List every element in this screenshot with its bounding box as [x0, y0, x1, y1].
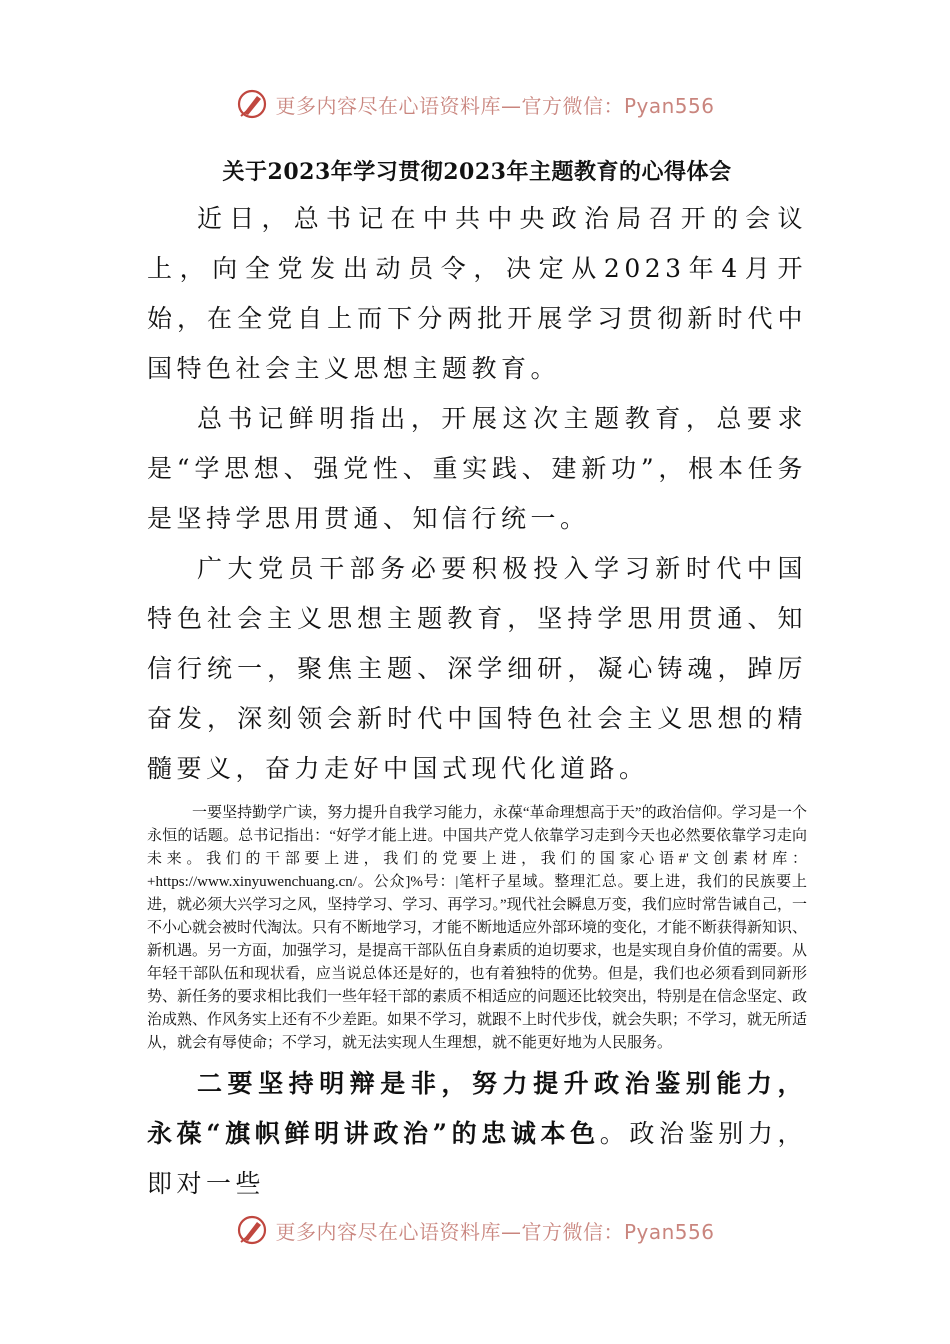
pen-nib-logo-icon	[235, 1213, 269, 1247]
watermark-header	[0, 84, 950, 124]
paragraph-1: 近日，总书记在中共中央政治局召开的会议上，向全党发出动员令，决定从2023年4月开始，在全党自上而下分两批开展学习贯彻新时代中国特色社会主义思想主题教育。	[147, 204, 807, 383]
watermark-text: 更多内容尽在心语资料库—官方微信：Pyan556	[275, 93, 715, 118]
document-body	[147, 150, 807, 1209]
paragraph-4	[147, 1059, 807, 1209]
watermark-text: 更多内容尽在心语资料库—官方微信：Pyan556	[275, 1219, 715, 1244]
paragraph-4-rest: 。政治鉴别力，即对一些	[147, 1119, 807, 1198]
paragraph-2: 总书记鲜明指出，开展这次主题教育，总要求是“学思想、强党性、重实践、建新功”，根本任务是坚持学思用贯通、知信行统一。	[147, 404, 807, 533]
paragraph-4-lead: 二要坚持明辩是非，努力提升政治鉴别能力，永葆“旗帜鲜明讲政治”的忠诚本色	[147, 1069, 807, 1148]
small-paragraph: 一要坚持勤学广读，努力提升自我学习能力，永葆“革命理想高于天”的政治信仰。学习是一个永恒的话题。总书记指出：“好学才能上进。中国共产党人依靠学习走到今天也必然要依靠学习走向未来。我们的干部要上进，我们的党要上进，我们的国家心语#'文创素材库：+https://www.xinyuwenchuang.cn/。公众]%号：|笔杆子星域。整理汇总。要上进，我们的民族要上进，就必须大兴学习之风，坚持学习、学习、再学习。”现代社会瞬息万变，我们应时常告诫自己，一不小心就会被时代淘汰。只有不断地学习，才能不断地适应外部环境的变化，才能不断获得新知识、新机遇。另一方面，加强学习，是提高干部队伍自身素质的迫切要求，也是实现自身价值的需要。从年轻干部队伍和现状看，应当说总体还是好的，也有着独特的优势。但是，我们也必须看到同新形势、新任务的要求相比我们一些年轻干部的素质不相适应的问题还比较突出，特别是在信念坚定、政治成熟、作风务实上还有不少差距。如果不学习，就跟不上时代步伐，就会失职；不学习，就无所适从，就会有辱使命；不学习，就无法实现人生理想，就不能更好地为人民服务。	[147, 805, 808, 1051]
pen-nib-logo-icon	[235, 87, 269, 121]
paragraph-3: 广大党员干部务必要积极投入学习新时代中国特色社会主义思想主题教育，坚持学思用贯通、知信行统一，聚焦主题、深学细研，凝心铸魂，踔厉奋发，深刻领会新时代中国特色社会主义思想的精髓要义，奋力走好中国式现代化道路。	[147, 554, 807, 783]
watermark-footer	[0, 1210, 950, 1250]
document-title: 关于2023年学习贯彻2023年主题教育的心得体会	[222, 159, 732, 185]
